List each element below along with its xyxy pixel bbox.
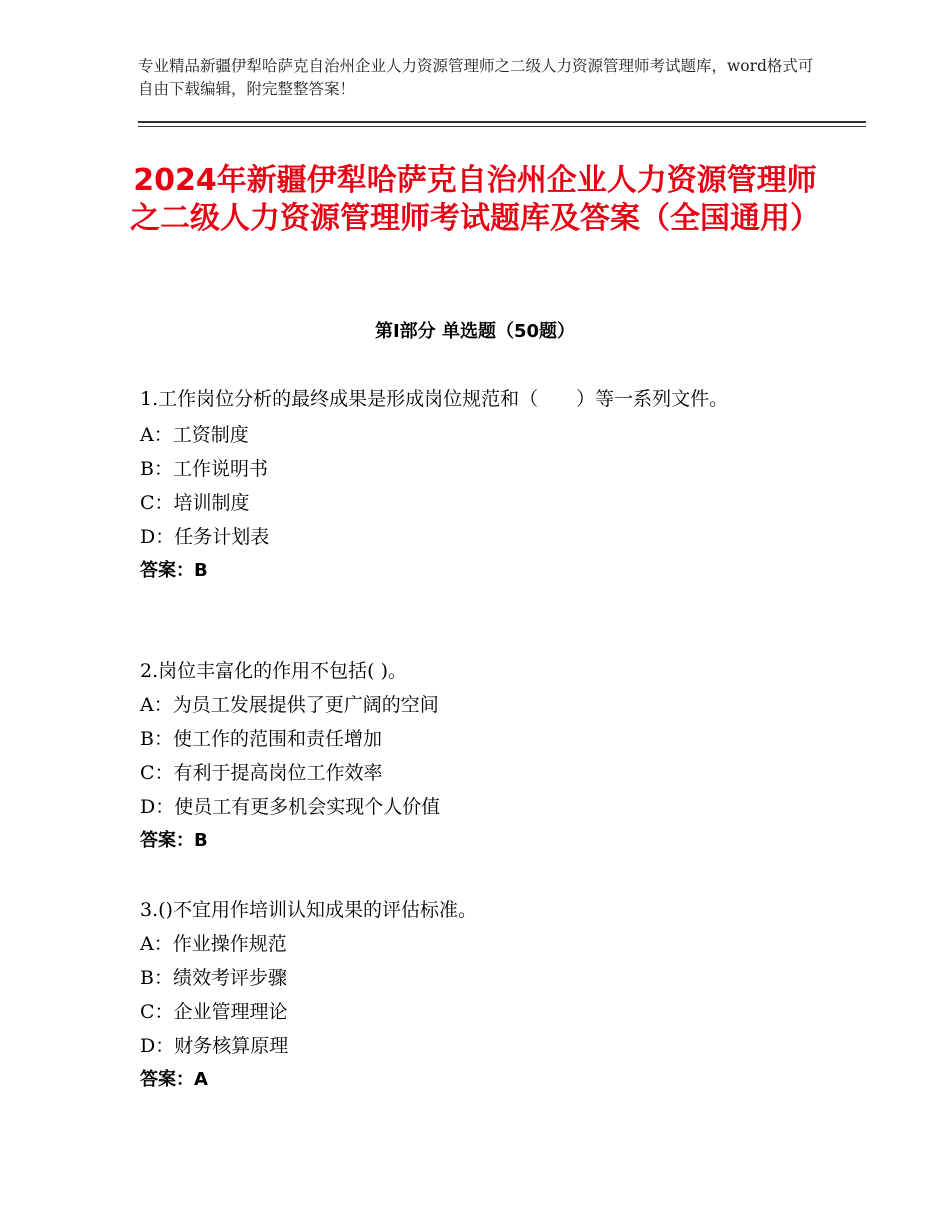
option-d: D：财务核算原理 <box>140 1035 289 1057</box>
option-c: C：企业管理理论 <box>140 1001 288 1023</box>
option-d: D：使员工有更多机会实现个人价值 <box>140 796 441 818</box>
header-divider-thick <box>138 121 866 123</box>
option-d: D：任务计划表 <box>140 526 270 548</box>
question-block <box>140 654 780 858</box>
header-divider-thin <box>138 126 866 127</box>
option-b: B：绩效考评步骤 <box>140 967 287 989</box>
question-stem: 1.工作岗位分析的最终成果是形成岗位规范和（ ）等一系列文件。 <box>140 388 729 410</box>
option-a: A：工资制度 <box>140 424 249 446</box>
question-block <box>140 384 780 588</box>
answer: 答案：B <box>140 560 208 581</box>
question-stem: 2.岗位丰富化的作用不包括( )。 <box>140 660 407 682</box>
question-stem: 3.()不宜用作培训认知成果的评估标准。 <box>140 899 477 921</box>
option-b: B：工作说明书 <box>140 458 268 480</box>
document-title: 2024年新疆伊犁哈萨克自治州企业人力资源管理师之二级人力资源管理师考试题库及答案（全国通用） <box>130 163 820 236</box>
option-b: B：使工作的范围和责任增加 <box>140 728 382 750</box>
header-note: 专业精品新疆伊犁哈萨克自治州企业人力资源管理师之二级人力资源管理师考试题库，word格式可自由下载编辑，附完整整答案！ <box>138 57 814 98</box>
option-c: C：有利于提高岗位工作效率 <box>140 762 383 784</box>
answer: 答案：B <box>140 830 208 851</box>
question-block <box>140 893 780 1097</box>
section-heading: 第Ⅰ部分 单选题（50题） <box>374 321 575 342</box>
option-a: A：作业操作规范 <box>140 933 287 955</box>
option-a: A：为员工发展提供了更广阔的空间 <box>140 694 439 716</box>
option-c: C：培训制度 <box>140 492 250 514</box>
answer: 答案：A <box>140 1069 208 1090</box>
